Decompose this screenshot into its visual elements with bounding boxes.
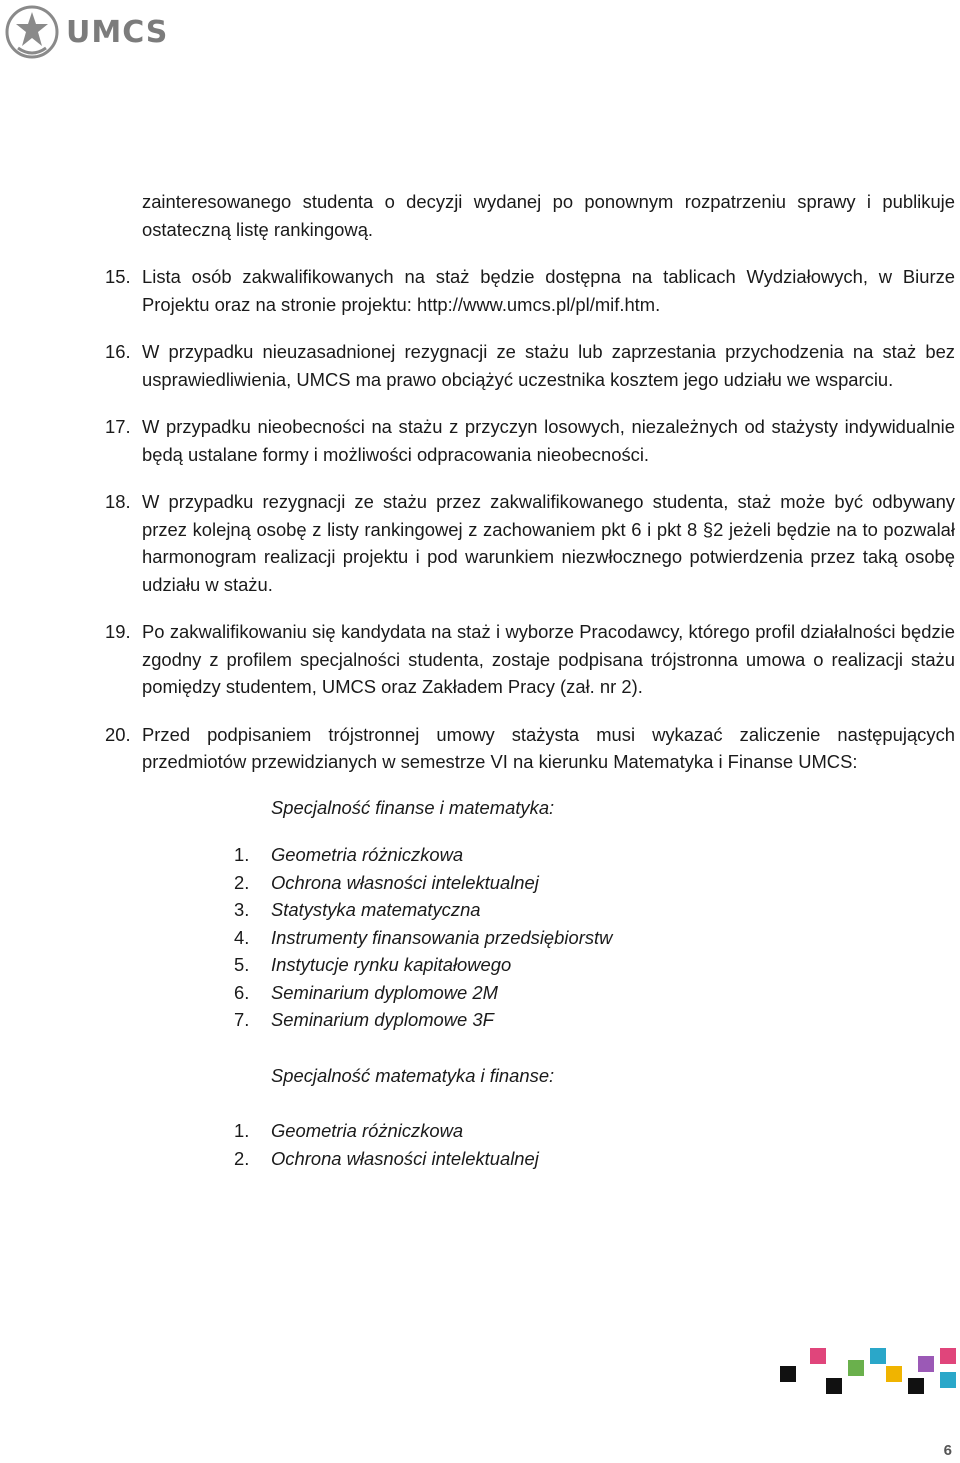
subject-number: 2.: [234, 1147, 250, 1169]
list-item: [105, 338, 955, 393]
deco-square: [940, 1372, 956, 1388]
umcs-crest-icon: [4, 4, 60, 60]
deco-square: [826, 1378, 842, 1394]
subject-name: Ochrona własności intelektualnej: [271, 1147, 539, 1169]
subject-name: Instrumenty finansowania przedsiębiorstw: [271, 926, 613, 948]
item-text: Lista osób zakwalifikowanych na staż będzie dostępna na tablicach Wydziałowych, w Biurze Projektu oraz na stronie projektu:: [142, 266, 955, 315]
subject-name: Ochrona własności intelektualnej: [271, 871, 539, 893]
subject-item: [105, 896, 955, 924]
deco-square: [886, 1366, 902, 1382]
subject-item: [105, 841, 955, 869]
subject-item: [105, 924, 955, 952]
subject-number: 2.: [234, 871, 250, 893]
document-body: [105, 188, 955, 1172]
subject-item: [105, 951, 955, 979]
subject-number: 6.: [234, 981, 250, 1003]
subject-number: 5.: [234, 954, 250, 975]
subject-number: 1.: [234, 844, 250, 865]
subject-item: [105, 1006, 955, 1034]
deco-square: [908, 1378, 924, 1394]
subject-number: 1.: [234, 1120, 250, 1141]
subject-name: Geometria różniczkowa: [271, 1120, 464, 1141]
subject-item: [105, 1117, 955, 1145]
item-text-end: .: [655, 293, 661, 315]
item-text: W przypadku rezygnacji ze stażu przez zakwalifikowanego studenta, staż może być odbywany przez kolejną osobę z listy rankingowej z zachowaniem pkt 6 i pkt 8 §2 jeżeli będzie na to pozwalał harmonogram realizacji projektu i pod warunkiem niezwłocznego potwierdzenia przez taką osobę udziału w stażu.: [142, 491, 955, 595]
page-number: 6: [943, 1442, 952, 1459]
item-number: 19.: [105, 621, 131, 642]
subject-name: Geometria różniczkowa: [271, 844, 464, 865]
subject-name: Instytucje rynku kapitałowego: [271, 954, 512, 975]
item-text: Przed podpisaniem trójstronnej umowy stażysta musi wykazać zaliczenie następujących przedmiotów przewidzianych w semestrze VI na kierunku Matematyka i Finanse UMCS:: [142, 723, 955, 772]
item-text: Po zakwalifikowaniu się kandydata na staż i wyborze Pracodawcy, którego profil działalności będzie zgodny z profilem specjalności studenta, zostaje podpisana trójstronna umowa o realizacji stażu pomiędzy studentem, UMCS oraz Zakładem Pracy (zał. nr 2).: [142, 621, 955, 697]
deco-square: [780, 1366, 796, 1382]
list-item: [105, 618, 955, 701]
deco-square: [918, 1356, 934, 1372]
subject-number: 3.: [234, 899, 250, 920]
item-text: W przypadku nieobecności na stażu z przyczyn losowych, niezależnych od stażysty indywidualnie będą ustalane formy i możliwości odpracowania nieobecności.: [142, 416, 955, 465]
specialty-heading: Specjalność matematyka i finanse:: [271, 1064, 555, 1086]
specialty-heading: Specjalność finanse i matematyka:: [271, 796, 555, 818]
list-item: [105, 413, 955, 468]
item-number: 15.: [105, 266, 131, 287]
item-number: 18.: [105, 491, 131, 512]
list-item: [105, 488, 955, 598]
subject-item: [105, 869, 955, 897]
subject-list: [105, 841, 955, 1034]
deco-square: [848, 1360, 864, 1376]
subject-number: 4.: [234, 926, 250, 948]
list-item: [105, 721, 955, 776]
item-number: 16.: [105, 341, 131, 362]
list-item: [105, 263, 955, 318]
subject-item: [105, 1145, 955, 1173]
item-text: W przypadku nieuzasadnionej rezygnacji ze stażu lub zaprzestania przychodzenia na staż bez usprawiedliwienia, UMCS ma prawo obciążyć uczestnika kosztem jego udziału we wsparciu.: [142, 341, 955, 390]
subject-item: [105, 979, 955, 1007]
deco-square: [810, 1348, 826, 1364]
logo-wordmark: UMCS: [66, 14, 169, 50]
subject-number: 7.: [234, 1009, 250, 1030]
subject-name: Seminarium dyplomowe 2M: [271, 981, 498, 1003]
project-link[interactable]: http://www.umcs.pl/pl/mif.htm: [416, 293, 656, 315]
deco-square: [940, 1348, 956, 1364]
item-number: 17.: [105, 416, 131, 437]
umcs-logo: [4, 4, 168, 60]
item-number: 20.: [105, 723, 131, 745]
subject-name: Seminarium dyplomowe 3F: [271, 1009, 494, 1030]
subject-list: [105, 1117, 955, 1172]
deco-square: [870, 1348, 886, 1364]
subject-name: Statystyka matematyczna: [271, 899, 481, 920]
continuation-paragraph: zainteresowanego studenta o decyzji wydanej po ponownym rozpatrzeniu sprawy i publikuje ostateczną listę rankingową.: [142, 191, 955, 240]
